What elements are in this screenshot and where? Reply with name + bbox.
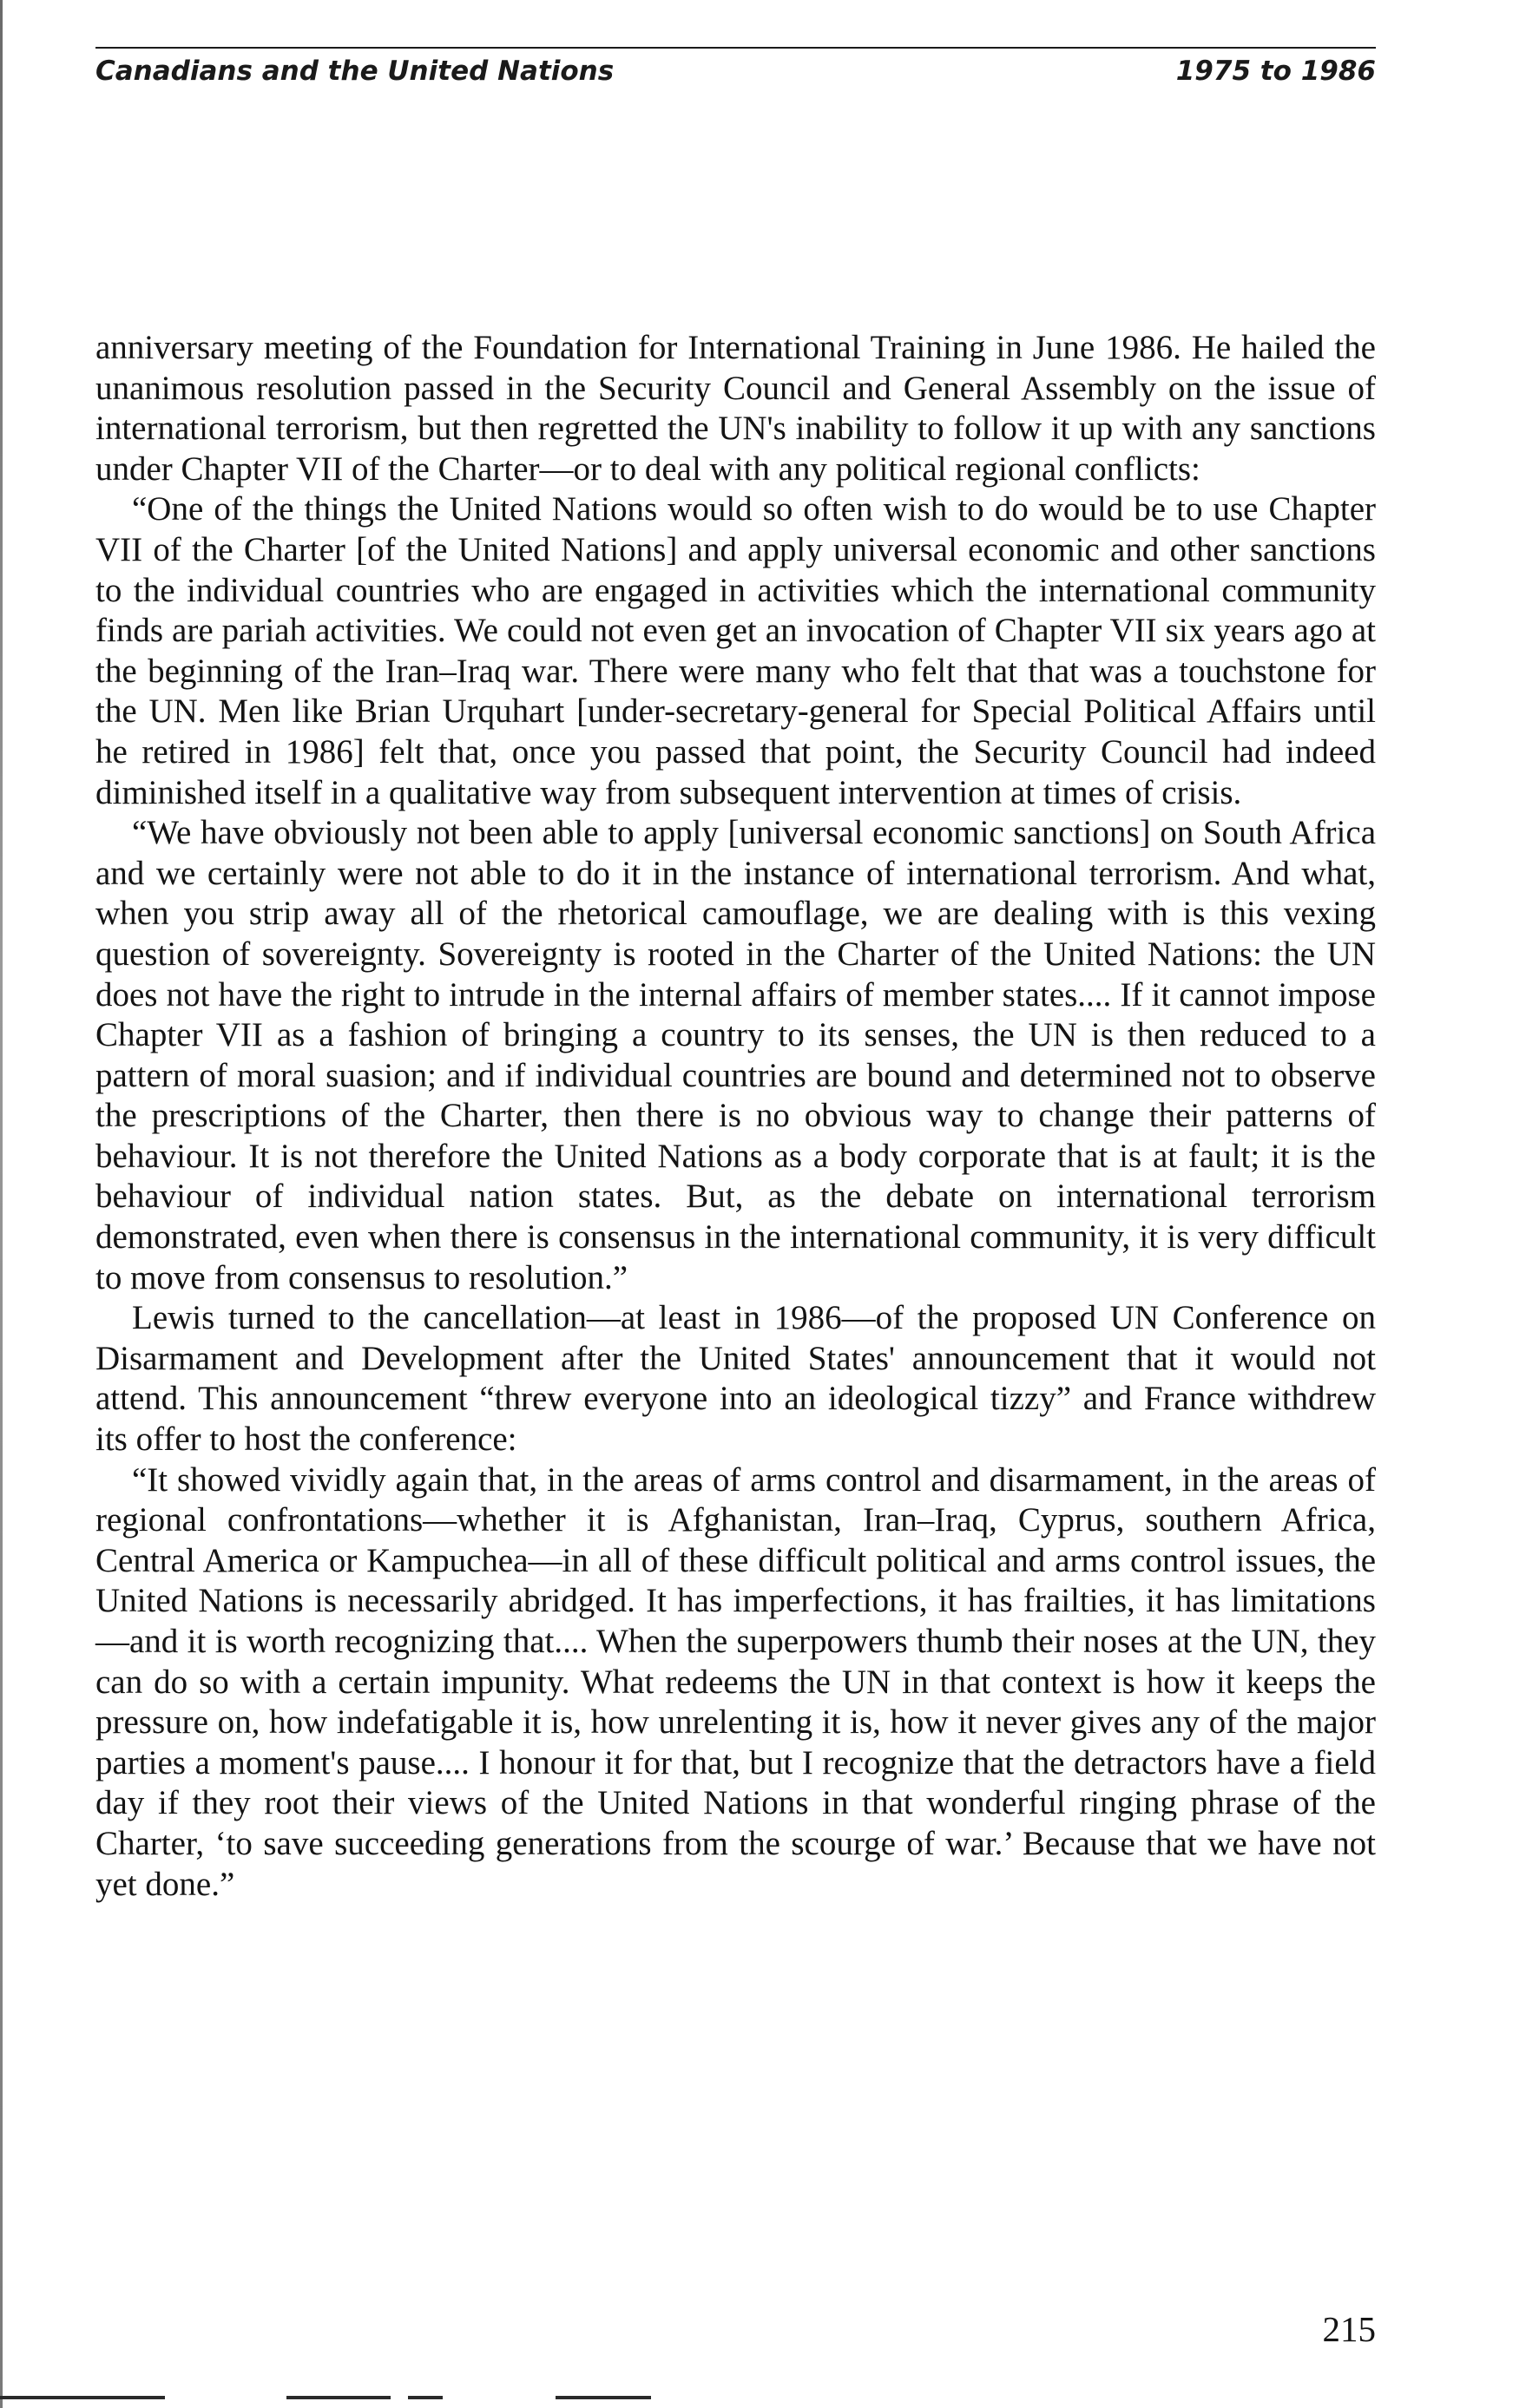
paragraph-quote-chapter-vii: “One of the things the United Nations would so often wish to do would be to use Chapter VII of the Charter [of the United Nations] and apply universal economic and other sanctions to the individual countries who are engaged in activities which the international community finds are pariah activities. We could not even get an invocation of Chapter VII six years ago at the beginning of the Iran–Iraq war. There were many who felt that that was a touchstone for the UN. Men like Brian Urquhart [under-secretary-general for Special Political Affairs until he retired in 1986] felt that, once you passed that point, the Security Council had indeed diminished itself in a qualitative way from subsequent intervention at times of crisis. — [95, 490, 1376, 811]
body-text — [95, 328, 1376, 1905]
paragraph-disarmament-conference: Lewis turned to the cancellation—at least in 1986—of the proposed UN Conference on Disarmament and Development after the United States' announcement that it would not attend. This announcement “threw everyone into an ideological tizzy” and France withdrew its offer to host the conference: — [95, 1299, 1376, 1459]
paragraph-continuation: anniversary meeting of the Foundation for International Training in June 1986. He hailed the unanimous resolution passed in the Security Council and General Assembly on the issue of international terrorism, but then regretted the UN's inability to follow it up with any sanctions under Chapter VII of the Charter—or to deal with any political regional conflicts: — [95, 329, 1376, 488]
header-rule — [95, 47, 1376, 49]
scan-artifact-line — [0, 2396, 165, 2399]
paragraph-quote-sovereignty: “We have obviously not been able to apply [universal economic sanctions] on South Africa and we certainly were not able to do it in the instance of international terrorism. And what, when you strip away all of the rhetorical camouflage, we are dealing with is this vexing question of sovereignty. Sovereignty is rooted in the Charter of the United Nations: the UN does not have the right to intrude in the internal affairs of member states.... If it cannot impose Chapter VII as a fashion of bringing a country to its senses, the UN is then reduced to a pattern of moral suasion; and if individual countries are bound and determined not to observe the prescriptions of the Charter, then there is no obvious way to change their patterns of behaviour. It is not therefore the United Nations as a body corporate that is at fault; it is the behaviour of individual nation states. But, as the debate on international terrorism demonstrated, even when there is consensus in the international community, it is very difficult to move from consensus to resolution.” — [95, 814, 1376, 1296]
scan-artifact-line — [286, 2396, 391, 2399]
scan-edge-shadow — [0, 0, 3, 2408]
running-header-title: Canadians and the United Nations — [95, 56, 615, 87]
scan-artifact-line — [408, 2396, 443, 2399]
paragraph-quote-arms-control: “It showed vividly again that, in the areas of arms control and disarmament, in the areas of regional confrontations—whether it is Afghanistan, Iran–Iraq, Cyprus, southern Africa, Central America or Kampuchea—in all of these difficult political and arms control issues, the United Nations is necessarily abridged. It has imperfections, it has frailties, it has limitations—and it is worth recognizing that.... When the superpowers thumb their noses at the UN, they can do so with a certain impunity. What redeems the UN in that context is how it keeps the pressure on, how indefatigable it is, how unrelenting it is, how it never gives any of the major parties a moment's pause.... I honour it for that, but I recognize that the detractors have a field day if they root their views of the United Nations in that wonderful ringing phrase of the Charter, ‘to save succeeding generations from the scourge of war.’ Because that we have not yet done.” — [95, 1460, 1376, 1903]
page-number: 215 — [1322, 2309, 1376, 2349]
scan-artifact-line — [556, 2396, 651, 2399]
running-header — [95, 54, 1376, 89]
running-header-period: 1975 to 1986 — [1175, 56, 1376, 87]
